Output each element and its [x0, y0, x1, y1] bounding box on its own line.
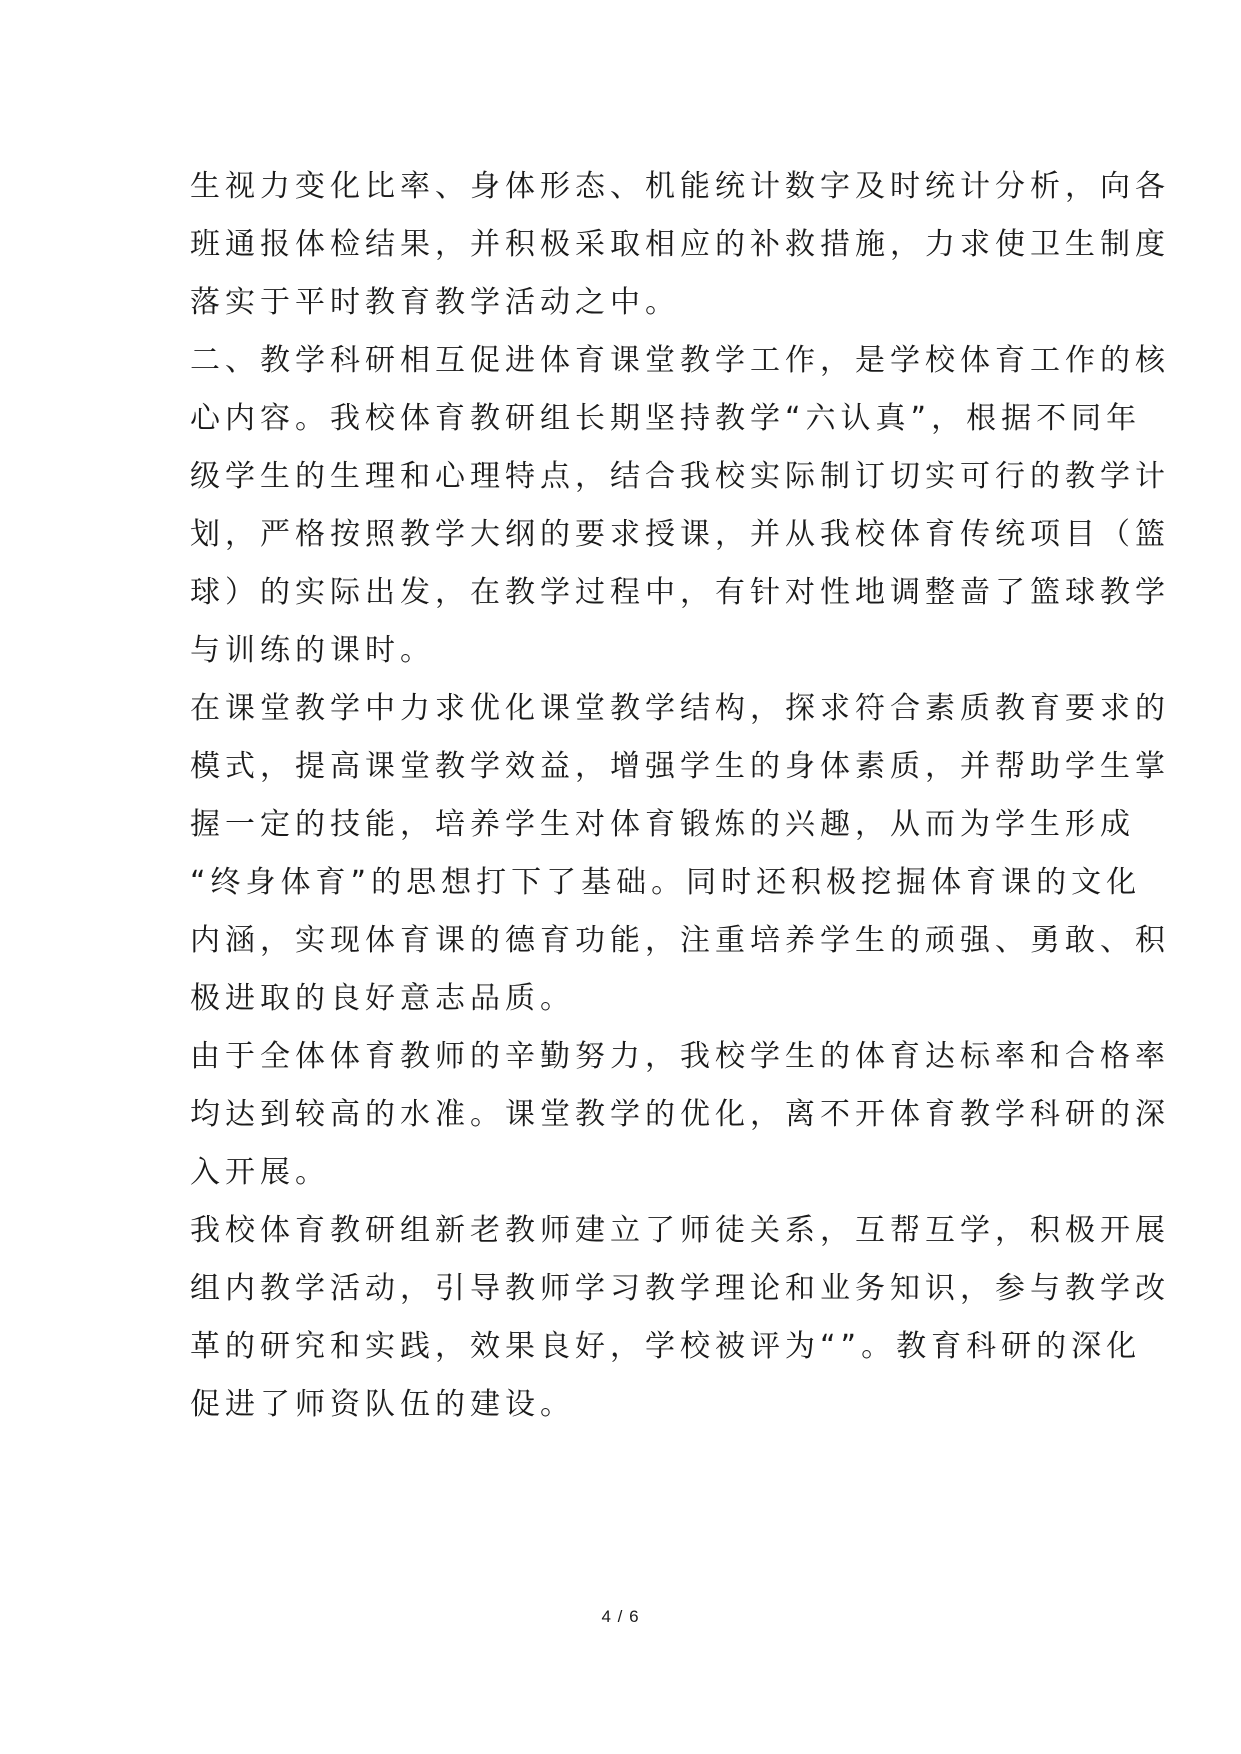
text-line: 由于全体体育教师的辛勤努力，我校学生的体育达标率和合格率 — [190, 1039, 1170, 1074]
text-line: 划，严格按照教学大纲的要求授课，并从我校体育传统项目（篮 — [190, 517, 1170, 552]
text-line: 二、教学科研相互促进体育课堂教学工作，是学校体育工作的核 — [190, 343, 1170, 378]
paragraph — [190, 158, 1170, 332]
text-line: 班通报体检结果，并积极采取相应的补救措施，力求使卫生制度 — [190, 227, 1170, 262]
paragraph — [190, 680, 1170, 1028]
paragraph — [190, 1202, 1170, 1434]
paragraph — [190, 332, 1170, 680]
page-number: 4 / 6 — [601, 1607, 640, 1626]
text-line: 促进了师资队伍的建设。 — [190, 1387, 575, 1422]
text-line: 级学生的生理和心理特点，结合我校实际制订切实可行的教学计 — [190, 459, 1170, 494]
paragraph — [190, 1028, 1170, 1202]
text-line: 均达到较高的水准。课堂教学的优化，离不开体育教学科研的深 — [190, 1097, 1170, 1132]
text-line: 心内容。我校体育教研组长期坚持教学“六认真”，根据不同年 — [190, 401, 1142, 436]
text-line: 极进取的良好意志品质。 — [190, 981, 575, 1016]
text-line: 与训练的课时。 — [190, 633, 435, 668]
text-line: 组内教学活动，引导教师学习教学理论和业务知识，参与教学改 — [190, 1271, 1170, 1306]
text-line: 内涵，实现体育课的德育功能，注重培养学生的顽强、勇敢、积 — [190, 923, 1170, 958]
text-line: 我校体育教研组新老教师建立了师徒关系，互帮互学，积极开展 — [190, 1213, 1170, 1248]
text-line: 球）的实际出发，在教学过程中，有针对性地调整啬了篮球教学 — [190, 575, 1170, 610]
text-line: 生视力变化比率、身体形态、机能统计数字及时统计分析，向各 — [190, 169, 1170, 204]
body-text — [190, 158, 1170, 1434]
text-line: 革的研究和实践，效果良好，学校被评为“”。教育科研的深化 — [190, 1329, 1142, 1364]
text-line: 模式，提高课堂教学效益，增强学生的身体素质，并帮助学生掌 — [190, 749, 1170, 784]
text-line: 在课堂教学中力求优化课堂教学结构，探求符合素质教育要求的 — [190, 691, 1170, 726]
text-line: 入开展。 — [190, 1155, 330, 1190]
text-line: “终身体育”的思想打下了基础。同时还积极挖掘体育课的文化 — [190, 865, 1142, 900]
text-line: 握一定的技能，培养学生对体育锻炼的兴趣，从而为学生形成 — [190, 807, 1135, 842]
text-line: 落实于平时教育教学活动之中。 — [190, 285, 680, 320]
